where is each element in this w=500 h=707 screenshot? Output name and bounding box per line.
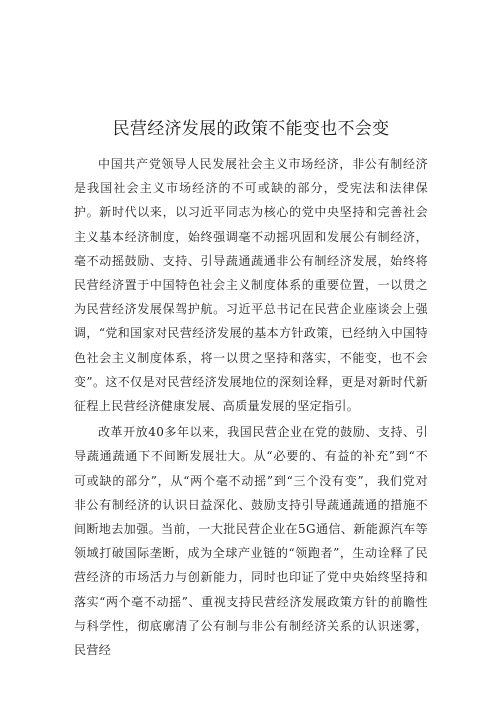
paragraph-2: 改革开放40多年以来，我国民营企业在党的鼓励、支持、引导蔬通蔬通下不间断发展壮大。从“必要的、有益的补充”到“不可或缺的部分”，从“两个毫不动摇”到“三个没有变”，我们党对非公有制经济的认识日益深化、鼓励支持引导蔬通蔬通的措施不间断地去加强。当前，一大批民营企业在5G通信、新能源汽车等领域打破国际垄断，成为全球产业链的“领跑者”，生动诠释了民营经济的市场活力与创新能力，同时也印证了党中央始终坚持和落实“两个毫不动摇”、重视支持民营经济发展政策方针的前瞻性与科学性，彻底廓清了公有制与非公有制经济关系的认识迷雾，民营经	[74, 425, 428, 658]
paragraph-1: 中国共产党领导人民发展社会主义市场经济，非公有制经济是我国社会主义市场经济的不可或缺的部分，受宪法和法律保护。新时代以来，以习近平同志为核心的党中央坚持和完善社会主义基本经济制度，始终强调毫不动摇巩固和发展公有制经济，毫不动摇鼓励、支持、引导蔬通蔬通非公有制经济发展，始终将民营经济置于中国特色社会主义制度体系的重要位置，一以贯之为民营经济发展保驾护航。习近平总书记在民营企业座谈会上强调，“党和国家对民营经济发展的基本方针政策，已经纳入中国特色社会主义制度体系，将一以贯之坚持和落实，不能变，也不会变”。这不仅是对民营经济发展地位的深刻诠释，更是对新时代新征程上民营经济健康发展、高质量发展的坚定指引。	[74, 157, 428, 414]
document-title: 民营经济发展的政策不能变也不会变	[112, 119, 390, 139]
